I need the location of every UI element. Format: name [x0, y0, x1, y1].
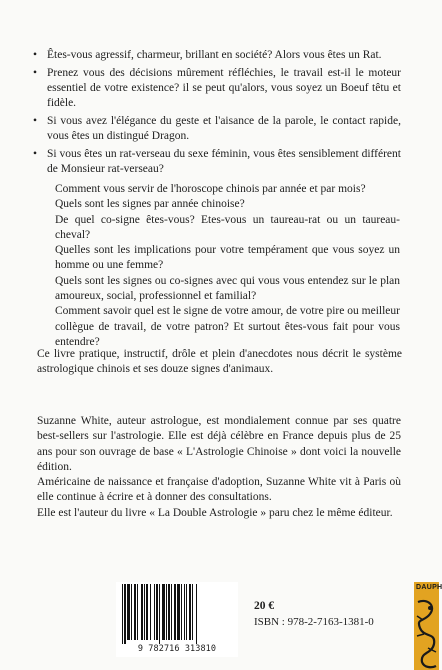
question-line: De quel co-signe êtes-vous? Etes-vous un taureau-rat ou un taureau-cheval? [55, 213, 400, 241]
author-bio [37, 414, 401, 521]
price-label: 20 € [254, 600, 275, 612]
questions-block [55, 182, 400, 350]
bullet-list [33, 48, 401, 180]
question-line: Comment savoir quel est le signe de votre amour, de votre pire ou meilleur collègue de travail, de votre patron? Et surtout êtes-vous fait pour vous entendre? [55, 305, 400, 348]
question-line: Quelles sont les implications pour votre tempérament que vous soyez un homme ou une femme? [55, 244, 400, 272]
isbn-label: ISBN : 978-2-7163-1381-0 [254, 616, 374, 628]
barcode-bars-icon [116, 582, 238, 644]
bullet-item: • Si vous avez l'élégance du geste et l'aisance de la parole, le contact rapide, vous êtes un distingué Dragon. [33, 114, 401, 144]
bio-paragraph: Elle est l'auteur du livre « La Double Astrologie » paru chez le même éditeur. [37, 506, 393, 519]
bullet-item: • Prenez vous des décisions mûrement réfléchies, le travail est-il le moteur essentiel de votre existence? il se peut qu'alors, vous soyez un Boeuf têtu et fidèle. [33, 66, 401, 111]
publisher-logo [414, 582, 442, 670]
book-blurb: Ce livre pratique, instructif, drôle et plein d'anecdotes nous décrit le système astrologique chinois et ses douze signes d'animaux. [37, 348, 402, 375]
question-line: Comment vous servir de l'horoscope chinois par année et par mois? [55, 183, 366, 195]
question-line: Quels sont les signes ou co-signes avec qui vous vous entendez sur le plan amoureux, social, professionnel et familial? [55, 274, 400, 303]
question-line: Quels sont les signes par année chinoise? [55, 198, 245, 211]
barcode [116, 582, 238, 657]
bullet-item: • Si vous êtes un rat-verseau du sexe féminin, vous êtes sensiblement différent de Monsieur rat-verseau? [33, 147, 401, 177]
publisher-logo-text: DAUPH [416, 584, 442, 591]
bio-paragraph: Américaine de naissance et française d'adoption, Suzanne White vit à Paris où elle continue à écrire et à donner des consultations. [37, 476, 401, 504]
dragon-icon [414, 596, 439, 670]
barcode-digits: 9 782716 313810 [137, 644, 217, 654]
bio-paragraph: Suzanne White, auteur astrologue, est mondialement connue par ses quatre best-sellers sur l'astrologie. Elle est déjà célèbre en France depuis plus de 25 ans pour son ouvrage de base « L'Astrologie Chinoise » dont voici la nouvelle édition. [37, 415, 401, 473]
bullet-item: • Êtes-vous agressif, charmeur, brillant en société? Alors vous êtes un Rat. [33, 48, 401, 63]
